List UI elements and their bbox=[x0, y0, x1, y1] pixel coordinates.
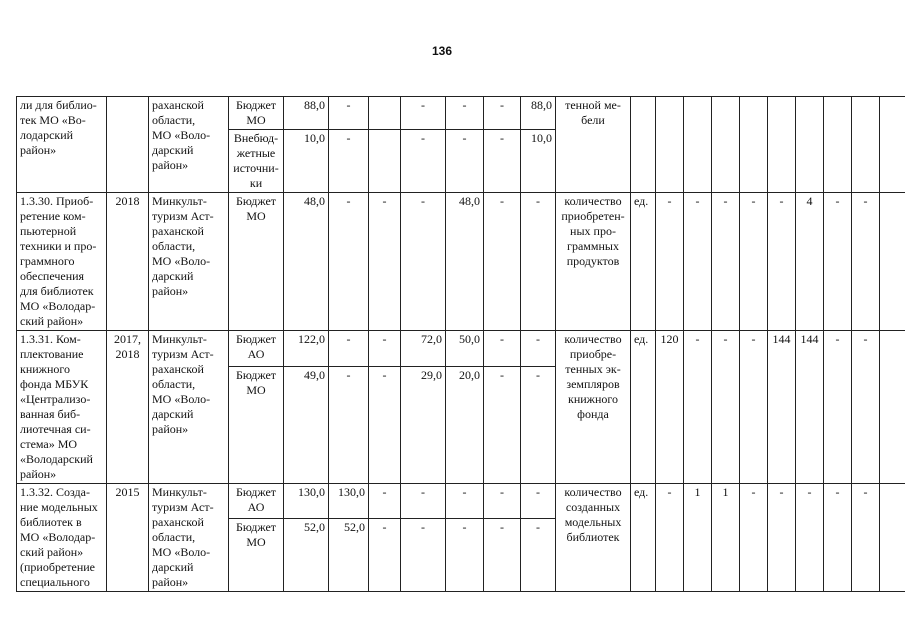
funding-year-cell: 88,0 bbox=[521, 97, 556, 130]
indicator-value-cell: - bbox=[852, 193, 880, 331]
funding-year-cell: - bbox=[329, 130, 369, 193]
indicator-value-cell: - bbox=[712, 193, 740, 331]
funding-year-cell: 72,0 bbox=[401, 331, 446, 367]
funding-year-cell: - bbox=[484, 518, 521, 591]
indicator-value-cell: 120 bbox=[656, 331, 684, 484]
indicator-value-cell: - bbox=[824, 484, 852, 592]
funding-year-cell: - bbox=[329, 367, 369, 484]
funding-total-cell: 130,0 bbox=[284, 484, 329, 519]
funding-year-cell: 48,0 bbox=[446, 193, 484, 331]
executor-cell: Минкульт- туризм Аст- раханской области, МО «Воло- дарский район» bbox=[149, 484, 229, 592]
indicator-value-cell: - bbox=[656, 193, 684, 331]
funding-total-cell: 48,0 bbox=[284, 193, 329, 331]
unit-cell: ед. bbox=[631, 484, 656, 592]
funding-year-cell: - bbox=[369, 331, 401, 367]
indicator-cell: количество приобре- тенных эк- земпляров книжного фонда bbox=[556, 331, 631, 484]
indicator-value-cell: - bbox=[656, 484, 684, 592]
funding-year-cell: - bbox=[401, 97, 446, 130]
funding-year-cell: - bbox=[521, 331, 556, 367]
funding-year-cell: - bbox=[446, 130, 484, 193]
table-row bbox=[17, 331, 905, 367]
funding-source-cell: Бюджет МО bbox=[229, 97, 284, 130]
indicator-value-cell: - bbox=[824, 331, 852, 484]
indicator-value-cell bbox=[656, 97, 684, 193]
funding-year-cell: - bbox=[369, 518, 401, 591]
measure-name-cell: 1.3.31. Ком- плектование книжного фонда МБУК «Централизо- ванная биб- лиотечная си- стема» МО «Володарский район» bbox=[17, 331, 107, 484]
indicator-value-cell bbox=[852, 97, 880, 193]
funding-year-cell: - bbox=[329, 193, 369, 331]
indicator-value-cell: - bbox=[796, 484, 824, 592]
funding-year-cell: - bbox=[329, 97, 369, 130]
measure-name-cell: ли для библио- тек МО «Во- лодарский район» bbox=[17, 97, 107, 193]
funding-year-cell: - bbox=[446, 484, 484, 519]
indicator-value-cell: - bbox=[852, 331, 880, 484]
funding-year-cell: 52,0 bbox=[329, 518, 369, 591]
year-cell: 2017, 2018 bbox=[107, 331, 149, 484]
unit-cell: ед. bbox=[631, 331, 656, 484]
indicator-value-cell bbox=[880, 484, 905, 592]
funding-year-cell: - bbox=[521, 484, 556, 519]
indicator-value-cell bbox=[880, 193, 905, 331]
indicator-value-cell: 4 bbox=[796, 193, 824, 331]
funding-total-cell: 88,0 bbox=[284, 97, 329, 130]
indicator-value-cell: 1 bbox=[684, 484, 712, 592]
indicator-value-cell bbox=[768, 97, 796, 193]
indicator-cell: тенной ме- бели bbox=[556, 97, 631, 193]
executor-cell: раханской области, МО «Воло- дарский район» bbox=[149, 97, 229, 193]
indicator-value-cell: - bbox=[712, 331, 740, 484]
funding-total-cell: 52,0 bbox=[284, 518, 329, 591]
indicator-value-cell: 144 bbox=[796, 331, 824, 484]
measure-name-cell: 1.3.30. Приоб- ретение ком- пьютерной техники и про- граммного обеспечения для библиотек МО «Володар- ский район» bbox=[17, 193, 107, 331]
indicator-value-cell bbox=[712, 97, 740, 193]
year-cell: 2018 bbox=[107, 193, 149, 331]
funding-year-cell bbox=[369, 97, 401, 130]
indicator-value-cell: 1 bbox=[712, 484, 740, 592]
indicator-value-cell: - bbox=[768, 484, 796, 592]
indicator-value-cell: - bbox=[740, 193, 768, 331]
funding-total-cell: 10,0 bbox=[284, 130, 329, 193]
funding-source-cell: Бюджет АО bbox=[229, 331, 284, 367]
indicator-value-cell bbox=[824, 97, 852, 193]
funding-source-cell: Бюджет МО bbox=[229, 518, 284, 591]
funding-source-cell: Бюджет МО bbox=[229, 367, 284, 484]
indicator-value-cell: - bbox=[684, 331, 712, 484]
funding-year-cell: - bbox=[484, 130, 521, 193]
funding-total-cell: 122,0 bbox=[284, 331, 329, 367]
indicator-cell: количество приобретен- ных про- граммных продуктов bbox=[556, 193, 631, 331]
funding-year-cell: 130,0 bbox=[329, 484, 369, 519]
funding-total-cell: 49,0 bbox=[284, 367, 329, 484]
funding-year-cell: 29,0 bbox=[401, 367, 446, 484]
funding-year-cell: - bbox=[484, 367, 521, 484]
funding-year-cell: - bbox=[484, 484, 521, 519]
year-cell bbox=[107, 97, 149, 193]
executor-cell: Минкульт- туризм Аст- раханской области, МО «Воло- дарский район» bbox=[149, 331, 229, 484]
indicator-value-cell: - bbox=[852, 484, 880, 592]
funding-year-cell: - bbox=[446, 97, 484, 130]
funding-year-cell: - bbox=[521, 367, 556, 484]
funding-year-cell: - bbox=[446, 518, 484, 591]
funding-year-cell: - bbox=[401, 130, 446, 193]
funding-year-cell: 50,0 bbox=[446, 331, 484, 367]
funding-year-cell: - bbox=[484, 97, 521, 130]
program-table bbox=[16, 96, 905, 592]
indicator-value-cell: - bbox=[824, 193, 852, 331]
table-row bbox=[17, 193, 905, 331]
indicator-value-cell: - bbox=[768, 193, 796, 331]
indicator-value-cell bbox=[880, 331, 905, 484]
unit-cell: ед. bbox=[631, 193, 656, 331]
funding-year-cell: - bbox=[329, 331, 369, 367]
funding-year-cell: - bbox=[401, 518, 446, 591]
table-row bbox=[17, 484, 905, 519]
indicator-value-cell bbox=[684, 97, 712, 193]
indicator-value-cell bbox=[796, 97, 824, 193]
funding-source-cell: Бюджет МО bbox=[229, 193, 284, 331]
funding-year-cell: - bbox=[484, 193, 521, 331]
funding-year-cell: - bbox=[521, 518, 556, 591]
funding-source-cell: Внебюд- жетные источни- ки bbox=[229, 130, 284, 193]
funding-year-cell: - bbox=[401, 193, 446, 331]
indicator-cell: количество созданных модельных библиотек bbox=[556, 484, 631, 592]
funding-year-cell: - bbox=[401, 484, 446, 519]
funding-year-cell: - bbox=[521, 193, 556, 331]
year-cell: 2015 bbox=[107, 484, 149, 592]
funding-year-cell: - bbox=[369, 367, 401, 484]
indicator-value-cell bbox=[880, 97, 905, 193]
funding-year-cell: - bbox=[369, 484, 401, 519]
executor-cell: Минкульт- туризм Аст- раханской области, МО «Воло- дарский район» bbox=[149, 193, 229, 331]
indicator-value-cell: - bbox=[684, 193, 712, 331]
funding-year-cell: 20,0 bbox=[446, 367, 484, 484]
funding-year-cell: - bbox=[369, 193, 401, 331]
funding-year-cell: - bbox=[484, 331, 521, 367]
funding-source-cell: Бюджет АО bbox=[229, 484, 284, 519]
funding-year-cell bbox=[369, 130, 401, 193]
indicator-value-cell bbox=[740, 97, 768, 193]
unit-cell bbox=[631, 97, 656, 193]
page-number: 136 bbox=[432, 44, 453, 58]
funding-year-cell: 10,0 bbox=[521, 130, 556, 193]
indicator-value-cell: - bbox=[740, 331, 768, 484]
indicator-value-cell: 144 bbox=[768, 331, 796, 484]
table-row bbox=[17, 97, 905, 130]
measure-name-cell: 1.3.32. Созда- ние модельных библиотек в МО «Володар- ский район» (приобретение специального bbox=[17, 484, 107, 592]
indicator-value-cell: - bbox=[740, 484, 768, 592]
